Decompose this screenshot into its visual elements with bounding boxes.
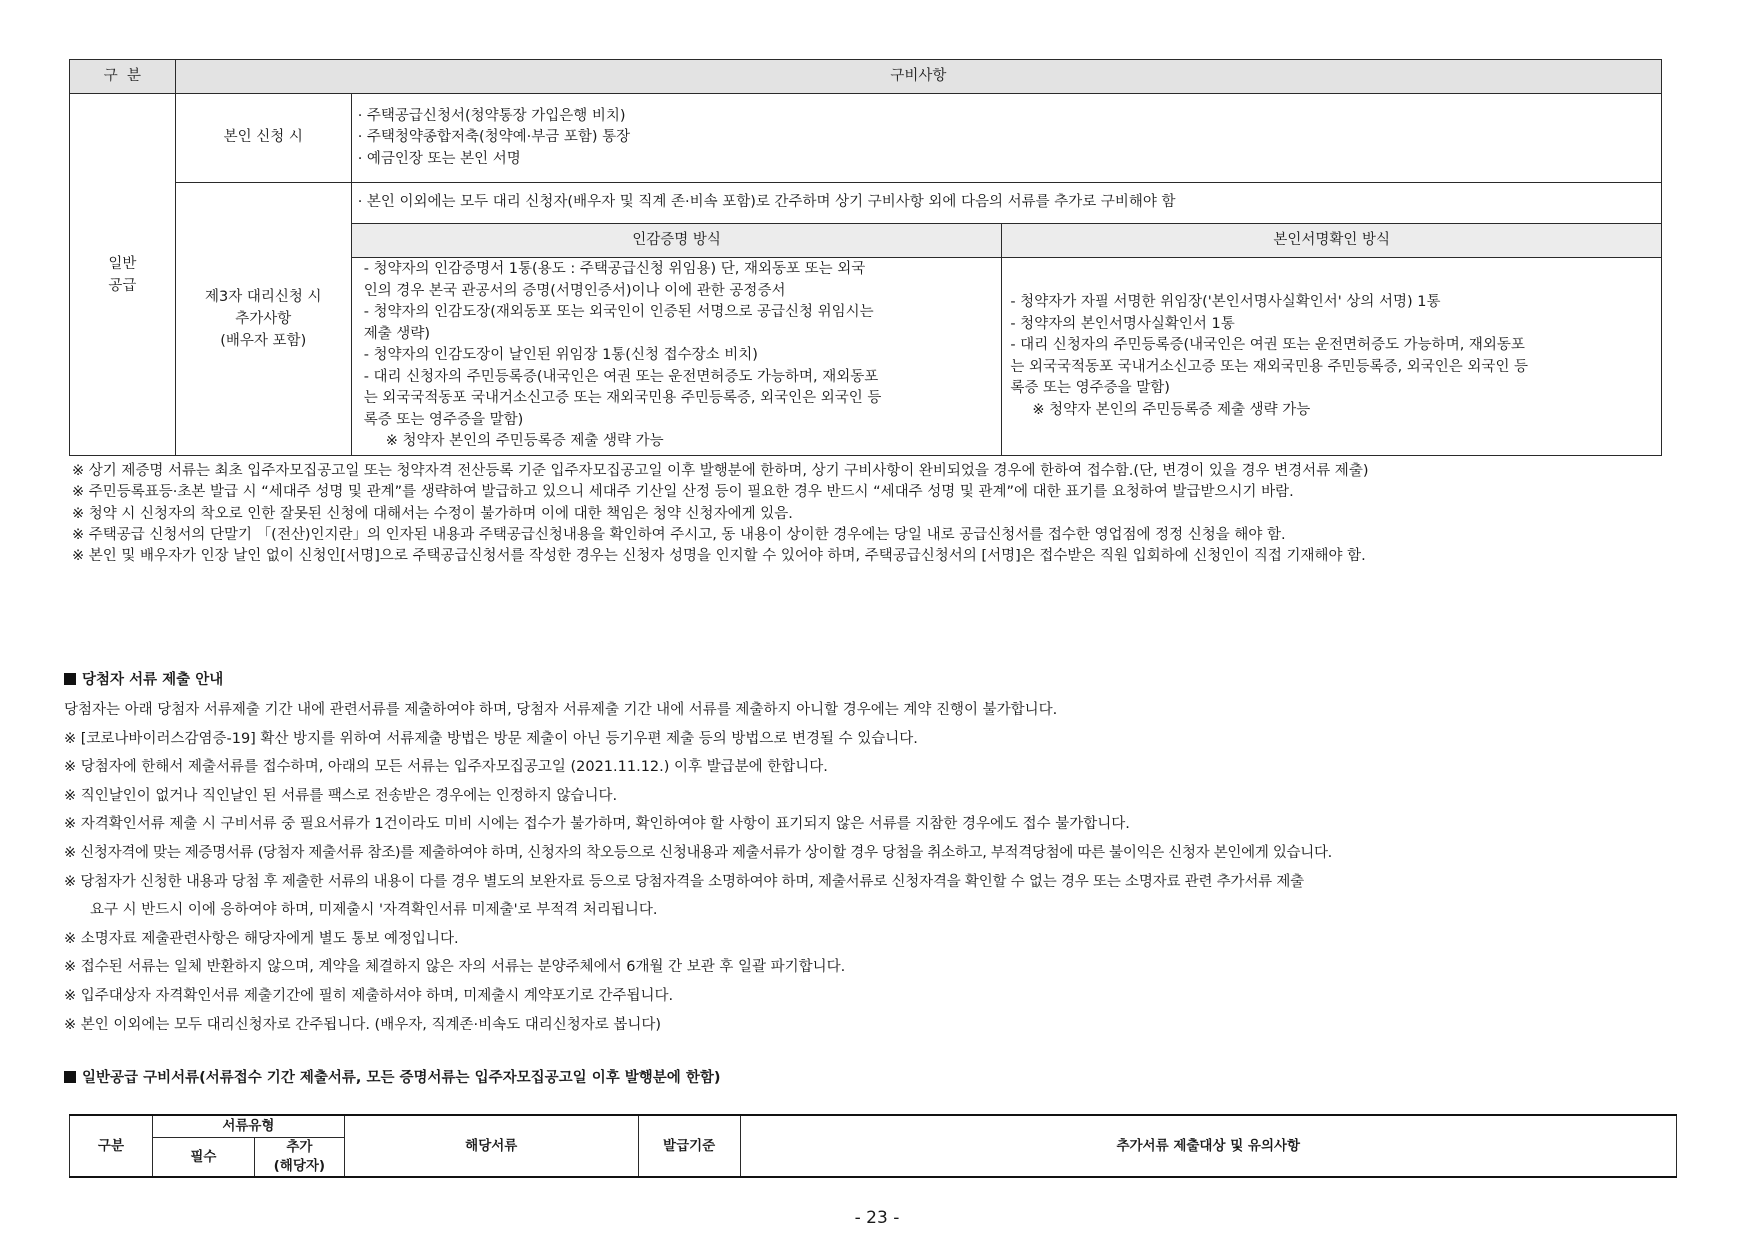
header-required: 필수: [152, 1138, 254, 1178]
self-application-label: 본인 신청 시: [175, 94, 351, 183]
table-row-self: [70, 94, 1662, 183]
seal-method-note: ※ 청약자 본인의 주민등록증 제출 생략 가능: [385, 433, 664, 449]
guidance-line: ※ [코로나바이러스감염증-19] 확산 방지를 위하여 서류제출 방법은 방문 제출이 아닌 등기우편 제출 등의 방법으로 변경될 수 있습니다.: [64, 730, 918, 747]
header-category: 구분: [70, 1115, 153, 1177]
section-title-general-supply-documents: 일반공급 구비서류(서류접수 기간 제출서류, 모든 증명서류는 입주자모집공고일 이후 발행분에 한함): [64, 1066, 720, 1087]
table-header-row: [70, 60, 1662, 94]
proxy-application-label: 제3자 대리신청 시 추가사항 (배우자 포함): [175, 183, 351, 456]
group-label-general-supply: 일반 공급: [70, 94, 176, 456]
note-item: ※ 상기 제증명 서류는 최초 입주자모집공고일 또는 청약자격 전산등록 기준 입주자모집공고일 이후 발행분에 한하며, 상기 구비사항이 완비되었을 경우에 한하여 접수함.(단, 변경이 있을 경우 변경서류 제출): [72, 463, 1369, 479]
guidance-line: ※ 접수된 서류는 일체 반환하지 않으며, 계약을 체결하지 않은 자의 서류는 분양주체에서 6개월 간 보관 후 일괄 파기합니다.: [64, 959, 846, 976]
square-bullet-icon: [64, 673, 76, 685]
header-additional-notes: 추가서류 제출대상 및 유의사항: [740, 1115, 1676, 1177]
guidance-line: ※ 당첨자가 신청한 내용과 당첨 후 제출한 서류의 내용이 다를 경우 별도의 보완자료 등으로 당첨자격을 소명하여야 하며, 제출서류로 신청자격을 확인할 수 없는 경우 또는 소명자료 관련 추가서류 제출: [64, 873, 1304, 890]
note-item: ※ 주택공급 신청서의 단말기 「(전산)인지란」의 인자된 내용과 주택공급신청내용을 확인하여 주시고, 동 내용이 상이한 경우에는 당일 내로 공급신청서를 접수한 영업점에 정정 신청을 해야 함.: [72, 526, 1286, 543]
note-item: ※ 청약 시 신청자의 착오로 인한 잘못된 신청에 대해서는 수정이 불가하며 이에 대한 책임은 청약 신청자에게 있음.: [72, 505, 793, 522]
guidance-line: ※ 직인날인이 없거나 직인날인 된 서류를 팩스로 전송받은 경우에는 인정하지 않습니다.: [64, 787, 618, 804]
section-title-winner-documents: 당첨자 서류 제출 안내: [64, 668, 223, 689]
header-additional: 추가 (해당자): [254, 1138, 344, 1178]
guidance-line: ※ 입주대상자 자격확인서류 제출기간에 필히 제출하셔야 하며, 미제출시 계약포기로 간주됩니다.: [64, 987, 674, 1004]
table2-header-row-1: [70, 1115, 1677, 1138]
header-requirements: 구비사항: [175, 60, 1661, 94]
note-item: ※ 본인 및 배우자가 인장 날인 없이 신청인[서명]으로 주택공급신청서를 작성한 경우는 신청자 성명을 인지할 수 있어야 하며, 주택공급신청서의 [서명]은 접수받은 직원 입회하에 신청인이 직접 기재해야 함.: [72, 548, 1366, 565]
list-item: · 주택청약종합저축(청약예·부금 포함) 통장: [357, 129, 631, 146]
proxy-intro-text: · 본인 이외에는 모두 대리 신청자(배우자 및 직계 존·비속 포함)로 간주하며 상기 구비사항 외에 다음의 서류를 추가로 구비해야 함: [351, 183, 1661, 224]
winner-documents-guidance: [64, 696, 1704, 1039]
guidance-line: ※ 신청자격에 맞는 제증명서류 (당첨자 제출서류 참조)를 제출하여야 하며, 신청자의 착오등으로 신청내용과 제출서류가 상이할 경우 당첨을 취소하고, 부적격당첨에 따른 불이익은 신청자 본인에게 있습니다.: [64, 844, 1332, 861]
header-issuance-basis: 발급기준: [638, 1115, 740, 1177]
signature-method-details: - 청약자가 자필 서명한 위임장('본인서명사실확인서' 상의 서명) 1통 - 청약자의 본인서명사실확인서 1통 - 대리 신청자의 주민등록증(내국인은 여권 또는 운전면허증도 가능하며, 재외동포 는 외국국적동포 국내거소신고증 또는 재외국민용 주민등록증, 외국인은 외국인 등 록증 또는 영주증을 말함) ※ 청약자 본인의 주민등록증 제출 생략 가능: [1002, 258, 1662, 456]
square-bullet-icon: [64, 1071, 76, 1083]
guidance-line: ※ 자격확인서류 제출 시 구비서류 중 필요서류가 1건이라도 미비 시에는 접수가 불가하며, 확인하여야 할 사항이 표기되지 않은 서류를 지참한 경우에도 접수 불가합니다.: [64, 816, 1130, 833]
signature-method-note: ※ 청약자 본인의 주민등록증 제출 생략 가능: [1032, 401, 1311, 418]
seal-method-details: - 청약자의 인감증명서 1통(용도 : 주택공급신청 위임용) 단, 재외동포 또는 외국 인의 경우 본국 관공서의 증명(서명인증서)이나 이에 관한 공정증서 - 청약자의 인감도장(재외동포 또는 외국인이 인증된 서명으로 공급신청 위임시는 제출 생략) - 청약자의 인감도장이 날인된 위임장 1통(신청 접수장소 비치) - 대리 신청자의 주민등록증(내국인은 여권 또는 운전면허증도 가능하며, 재외동포 는 외국국적동포 국내거소신고증 또는 재외국민용 주민등록증, 외국인은 외국인 등 록증 또는 영주증을 말함) ※ 청약자 본인의 주민등록증 제출 생략 가능: [351, 258, 1002, 456]
guidance-line: ※ 당첨자에 한해서 제출서류를 접수하며, 아래의 모든 서류는 입주자모집공고일 (2021.11.12.) 이후 발급분에 한합니다.: [64, 759, 828, 776]
header-document-type: 서류유형: [152, 1115, 344, 1138]
list-item: · 예금인장 또는 본인 서명: [357, 150, 521, 167]
self-application-items: [351, 94, 1661, 183]
list-item: · 주택공급신청서(청약통장 가입은행 비치): [357, 107, 626, 124]
guidance-line: 당첨자는 아래 당첨자 서류제출 기간 내에 관련서류를 제출하여야 하며, 당첨자 서류제출 기간 내에 서류를 제출하지 아니할 경우에는 계약 진행이 불가합니다.: [64, 702, 1058, 718]
guidance-line: ※ 소명자료 제출관련사항은 해당자에게 별도 통보 예정입니다.: [64, 930, 459, 947]
general-supply-documents-table: [69, 1114, 1677, 1178]
signature-method-header: 본인서명확인 방식: [1002, 224, 1662, 258]
application-requirements-table: [69, 59, 1662, 456]
note-item: ※ 주민등록표등·초본 발급 시 “세대주 성명 및 관계”를 생략하여 발급하고 있으니 세대주 기산일 산정 등이 필요한 경우 반드시 “세대주 성명 및 관계”에 대한 표기를 요청하여 발급받으시기 바람.: [72, 484, 1294, 501]
page-number: - 23 -: [854, 1208, 900, 1228]
seal-method-header: 인감증명 방식: [351, 224, 1002, 258]
guidance-line: ※ 본인 이외에는 모두 대리신청자로 간주됩니다. (배우자, 직계존·비속도 대리신청자로 봅니다): [64, 1016, 662, 1033]
guidance-line: 요구 시 반드시 이에 응하여야 하며, 미제출시 '자격확인서류 미제출'로 부적격 처리됩니다.: [90, 902, 658, 919]
notes-block: [64, 461, 1664, 567]
header-documents: 해당서류: [344, 1115, 638, 1177]
header-category: 구 분: [70, 60, 176, 94]
table-row-proxy-intro: [70, 183, 1662, 224]
